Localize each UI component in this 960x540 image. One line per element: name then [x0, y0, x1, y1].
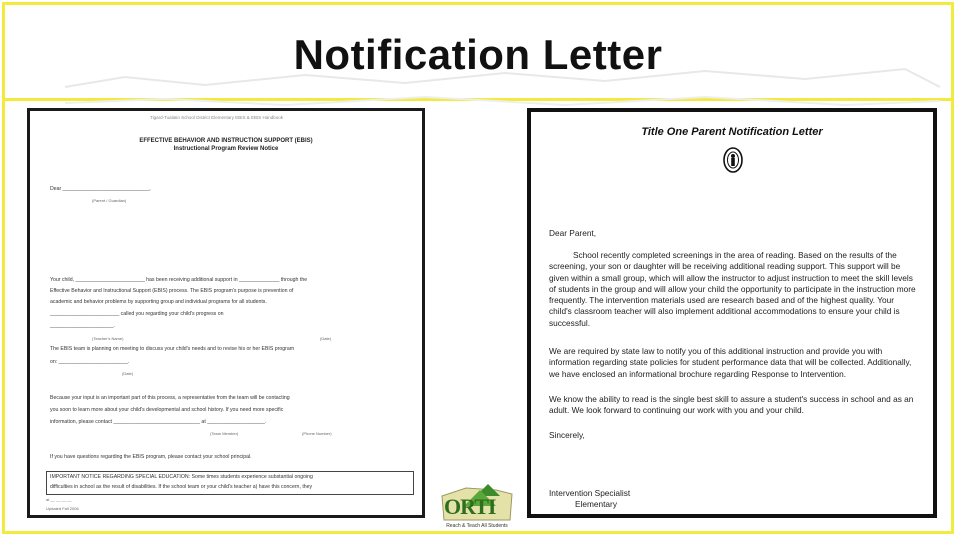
signature-title: Intervention Specialist	[549, 488, 631, 498]
orti-logo	[436, 482, 518, 538]
title-one-letter-document	[527, 108, 937, 518]
paragraph-line: Your child, ________________________ has been receiving additional support in ______________ through the	[50, 277, 308, 283]
paragraph-line: you soon to learn more about your child's developmental and school history. If you need more specific	[50, 407, 284, 413]
letter-closing: Sincerely,	[549, 430, 585, 440]
document-subheading: Instructional Program Review Notice	[173, 146, 279, 152]
document-heading: EFFECTIVE BEHAVIOR AND INSTRUCTION SUPPORT (EBIS)	[139, 138, 313, 144]
paragraph-line: Because your input is an important part of this process, a representative from the team will be contacting	[50, 395, 290, 401]
letter-paragraph-1: School recently completed screenings in the area of reading. Based on the results of the screening, your son or daughter will be receiving additional reading support. This support will be given within a small group, which will allow the instructor to adjust instruction to meet the skill levels of students in the group and will allow your child the opportunity to participate in the instruction more frequently. The intervention materials used are research based and of the highest quality. Your child's classroom teacher will also implement additional accommodations to ensure your child is successful.	[549, 250, 916, 328]
paragraph-line: information, please contact ______________________________ at ____________________.	[50, 419, 267, 425]
paragraph-line: on: ________________________.	[50, 359, 130, 365]
paragraph-line: The EBIS team is planning on meeting to discuss your child's needs and to revise his or her EBIS program	[50, 346, 295, 352]
letter-paragraph-2: We are required by state law to notify you of this additional instruction and provide you with information regarding state policies for student performance data that will be collected. Additionally, we have enclosed an informational brochure regarding Response to Intervention.	[549, 346, 912, 379]
letter-paragraph-3: We know the ability to read is the single best skill to assure a student's success in school and as an adult. We look forward to continuing our work with you and your child.	[549, 394, 914, 416]
dear-line: Dear ______________________________,	[50, 186, 151, 192]
signature-school: Elementary	[575, 499, 617, 509]
letter-title: Title One Parent Notification Letter	[641, 126, 823, 138]
paragraph-line: academic and behavior problems by supporting group and individual programs for all students.	[50, 299, 267, 305]
paragraph-line: Effective Behavior and Instructional Support (EBIS) process. The EBIS program's purpose is prevention of	[50, 288, 294, 294]
logo-name: ORTI	[444, 494, 496, 519]
footer-line: at __ __ __ __	[46, 497, 72, 502]
teacher-label: (Teacher's Name)	[92, 336, 124, 341]
ebis-notice-document	[27, 108, 425, 518]
slide-title: Notification Letter	[293, 31, 663, 78]
date-label: (Date)	[122, 371, 134, 376]
logo-tagline: Reach & Teach All Students	[446, 523, 508, 529]
special-education-notice-box	[46, 471, 414, 495]
paragraph-line: ________________________ called you regarding your child's progress on	[50, 311, 224, 317]
seal-icon	[722, 146, 744, 174]
notice-line: IMPORTANT NOTICE REGARDING SPECIAL EDUCATION: Some times students experience substantial ongoing	[50, 474, 313, 480]
notice-line: difficulties in school as the result of disabilities. If the school team or your child's teacher a) have this concern, they	[50, 484, 313, 490]
team-member-label: (Team Member)	[210, 431, 239, 436]
paragraph-line: If you have questions regarding the EBIS program, please contact your school principal.	[50, 454, 252, 460]
date-label: (Date)	[320, 336, 332, 341]
updated-date: Updated Fall 2006	[46, 506, 79, 511]
phone-label: (Phone Number)	[302, 431, 332, 436]
paragraph-line: ______________________.	[50, 323, 115, 329]
title-band	[5, 5, 951, 101]
letter-salutation: Dear Parent,	[549, 228, 597, 238]
document-header-small: Tigard-Tualatin School District Elementary EBIS & EBIS Handbook	[150, 115, 283, 120]
parent-label: (Parent / Guardian)	[92, 198, 127, 203]
